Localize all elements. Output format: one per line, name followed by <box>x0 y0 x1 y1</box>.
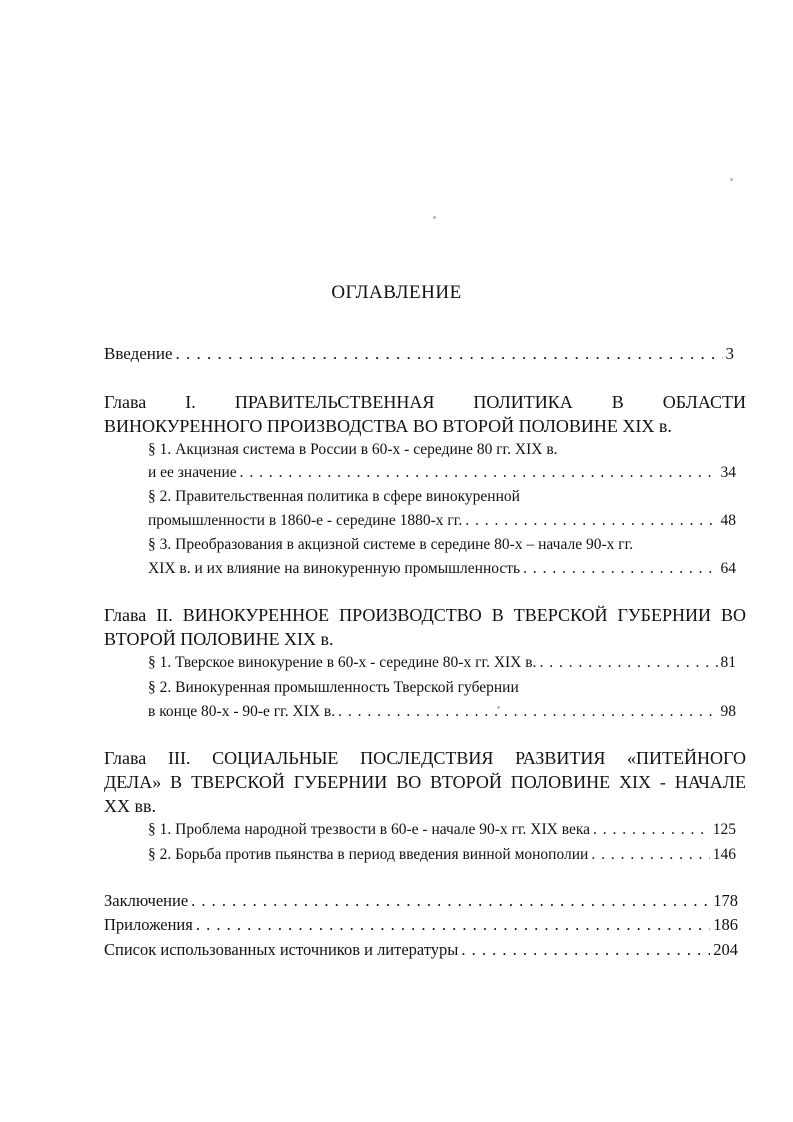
toc-entry-label: Приложения <box>104 915 193 934</box>
toc-entry-appendices[interactable] <box>104 915 738 935</box>
toc-page-number: 204 <box>713 940 738 959</box>
section-1-1-line-1[interactable]: § 1. Акцизная система в России в 60-х - середине 80 гг. XIX в. <box>148 441 558 458</box>
page-title: ОГЛАВЛЕНИЕ <box>331 282 462 303</box>
toc-page-number: 125 <box>712 821 736 838</box>
toc-page-number: 64 <box>720 560 736 577</box>
section-2-2-line-2: в конце 80-х - 90-е гг. XIX в. <box>148 703 336 720</box>
toc-entry-bibliography[interactable] <box>104 940 738 960</box>
toc-entry-label: Заключение <box>104 891 189 910</box>
toc-entry-1-1[interactable] <box>148 464 736 482</box>
chapter-3-heading-line-3: XX вв. <box>104 796 156 816</box>
section-1-2-line-1[interactable]: § 2. Правительственная политика в сфере винокуренной <box>148 488 520 505</box>
leader-dots <box>196 915 710 935</box>
toc-page-number: 34 <box>720 464 736 481</box>
section-3-2-line-1: § 2. Борьба против пьянства в период введения винной монополии <box>148 846 589 863</box>
toc-entry-3-2[interactable] <box>148 846 736 864</box>
section-3-1-line-1: § 1. Проблема народной трезвости в 60-е - начале 90-х гг. XIX века <box>148 821 591 838</box>
leader-dots <box>461 940 710 960</box>
toc-page-number: 3 <box>725 344 734 363</box>
leader-dots <box>591 846 709 864</box>
section-1-2-line-2: промышленности в 1860-е - середине 1880-х гг. <box>148 512 463 529</box>
toc-entry-2-1[interactable] <box>148 654 736 672</box>
leader-dots <box>465 512 717 530</box>
leader-dots <box>539 654 717 672</box>
chapter-3-heading[interactable] <box>104 746 746 818</box>
section-2-1-line-1: § 1. Тверское винокурение в 60-х - середине 80-х гг. XIX в. <box>148 654 537 671</box>
section-2-2-line-1[interactable]: § 2. Винокуренная промышленность Тверской губернии <box>148 679 519 696</box>
toc-page-number: 178 <box>713 891 738 910</box>
leader-dots <box>240 464 718 482</box>
section-1-3-line-2: XIX в. и их влияние на винокуренную промышленность <box>148 560 521 577</box>
toc-page-number: 146 <box>712 846 736 863</box>
chapter-1-heading-line-2: ВИНОКУРЕННОГО ПРОИЗВОДСТВА ВО ВТОРОЙ ПОЛОВИНЕ XIX в. <box>104 416 672 436</box>
leader-dots <box>191 891 710 911</box>
toc-page-number: 98 <box>720 703 736 720</box>
leader-dots <box>523 560 717 578</box>
chapter-3-heading-line-1: Глава III. СОЦИАЛЬНЫЕ ПОСЛЕДСТВИЯ РАЗВИТИЯ «ПИТЕЙНОГО <box>104 748 746 768</box>
scan-speck <box>730 178 733 181</box>
toc-entry-1-3[interactable] <box>148 560 736 578</box>
scan-speck <box>433 216 436 219</box>
chapter-2-heading-line-1: Глава II. ВИНОКУРЕННОЕ ПРОИЗВОДСТВО В ТВЕРСКОЙ ГУБЕРНИИ ВО <box>104 605 746 625</box>
toc-page-number: 48 <box>720 512 736 529</box>
toc-entry-intro[interactable] <box>104 344 734 364</box>
toc-entry-1-2[interactable] <box>148 512 736 530</box>
chapter-2-heading-line-2: ВТОРОЙ ПОЛОВИНЕ XIX в. <box>104 629 334 649</box>
leader-dots <box>176 344 723 364</box>
toc-page-number: 186 <box>713 915 738 934</box>
toc-entry-conclusion[interactable] <box>104 891 738 911</box>
leader-dots <box>338 703 717 721</box>
section-1-3-line-1[interactable]: § 3. Преобразования в акцизной системе в середине 80-х – начале 90-х гг. <box>148 536 634 553</box>
scan-speck <box>497 706 500 709</box>
chapter-1-heading-line-1: Глава I. ПРАВИТЕЛЬСТВЕННАЯ ПОЛИТИКА В ОБЛАСТИ <box>104 392 746 412</box>
chapter-2-heading[interactable] <box>104 603 746 651</box>
toc-entry-label: Введение <box>104 344 173 363</box>
chapter-3-heading-line-2: ДЕЛА» В ТВЕРСКОЙ ГУБЕРНИИ ВО ВТОРОЙ ПОЛОВИНЕ XIX - НАЧАЛЕ <box>104 772 746 792</box>
chapter-1-heading[interactable] <box>104 390 746 438</box>
section-1-1-line-2: и ее значение <box>148 464 237 481</box>
leader-dots <box>593 821 710 839</box>
toc-entry-2-2[interactable] <box>148 703 736 721</box>
toc-page-number: 81 <box>720 654 736 671</box>
toc-entry-label: Список использованных источников и литературы <box>104 940 459 959</box>
toc-entry-3-1[interactable] <box>148 821 736 839</box>
